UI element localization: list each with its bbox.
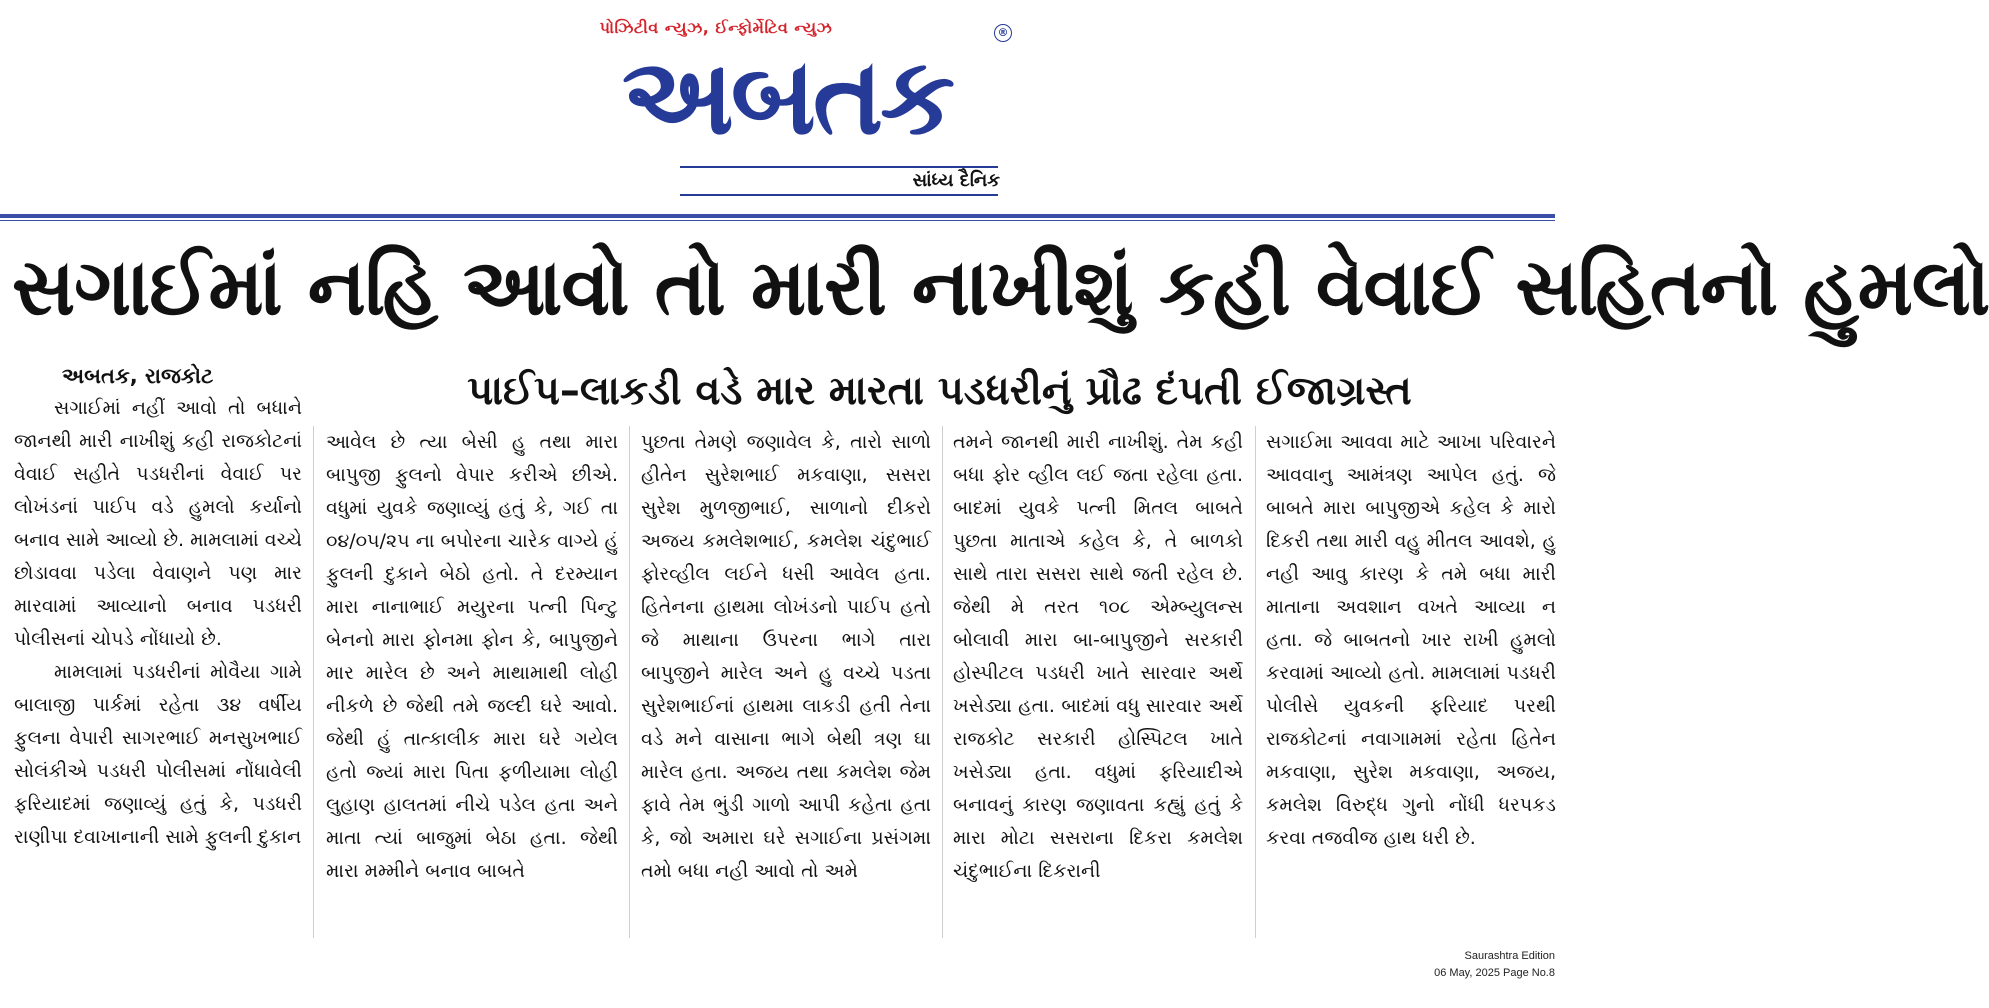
edition-type-label: સાંધ્ય દૈનિક (912, 170, 1000, 191)
page-footer (1295, 948, 1555, 982)
article-headline: સગાઈમાં નહિ આવો તો મારી નાખીશું કહી વેવાઈ સહિતનો હુમલો (12, 243, 1989, 333)
masthead-divider (0, 214, 1555, 218)
article-column-4 (953, 426, 1243, 940)
masthead-divider-thin (0, 220, 1555, 221)
article-subheadline: પાઈપ–લાકડી વડે માર મારતા પડધરીનું પ્રૌઢ દંપતી ઈજાગ્રસ્ત (467, 368, 1412, 414)
column-paragraph: સગાઈમા આવવા માટે આખા પરિવારને આવવાનુ આમંત્રણ આપેલ હતું. જે બાબતે મારા બાપુજીએ કહેલ કે મારો દિકરી તથા મારી વહુ મીતલ આવશે, હુ નહી આવુ કારણ કે તમે બધા મારી માતાના અવશાન વખતે આવ્યા ન હતા. જે બાબતનો ખાર રાખી હુમલો કરવામાં આવ્યો હતો. મામલામાં પડધરી પોલીસે યુવકની ફરિયાદ પરથી રાજકોટનાં નવાગામમાં રહેતા હિતેન મકવાણા, સુરેશ મકવાણા, અજય, કમલેશ વિરુદ્ધ ગુનો નોંધી ધરપકડ કરવા તજવીજ હાથ ધરી છે. (1266, 431, 1556, 849)
column-paragraph: સગાઈમાં નહીં આવો તો બધાને જાનથી મારી નાખીશું કહી રાજકોટનાં વેવાઈ સહીતે પડધરીનાં વેવાઈ પર લોખંડનાં પાઈપ વડે હુમલો કર્યાનો બનાવ સામે આવ્યો છે. મામલામાં વચ્ચે છોડાવવા પડેલા વેવાણને પણ માર મારવામાં આવ્યાનો બનાવ પડધરી પોલીસનાં ચોપડે નોંધાયો છે. (14, 397, 302, 650)
column-paragraph: પુછતા તેમણે જણાવેલ કે, તારો સાળો હીતેન સુરેશભાઈ મકવાણા, સસરા સુરેશ મુળજીભાઈ, સાળાનો દીકરો અજય કમલેશભાઈ, કમલેશ ચંદુભાઈ ફોરવ્હીલ લઈને ધસી આવેલ હતા. હિતેનના હાથમા લોખંડનો પાઈપ હતો જે માથાના ઉપરના ભાગે તારા બાપુજીને મારેલ અને હુ વચ્ચે પડતા સુરેશભાઈનાં હાથમા લાકડી હતી તેના વડે મને વાસાના ભાગે બેથી ત્રણ ઘા મારેલ હતા. અજય તથા કમલેશ જેમ ફાવે તેમ ભુંડી ગાળો આપી કહેતા હતા કે, જો અમારા ઘરે સગાઈના પ્રસંગમા તમો બધા નહી આવો તો અમે (641, 431, 931, 882)
logo-underline-lower (680, 194, 998, 196)
column-divider (942, 426, 943, 938)
article-column-1 (14, 392, 302, 940)
column-divider (629, 426, 630, 938)
article-column-3 (641, 426, 931, 940)
newspaper-logo[interactable]: અબતક (621, 35, 953, 158)
column-paragraph: તમને જાનથી મારી નાખીશું. તેમ કહી બધા ફોર વ્હીલ લઈ જતા રહેલા હતા. બાદમાં યુવકે પત્ની મિતલ બાબતે પુછતા માતાએ કહેલ કે, તે બાળકો સાથે તારા સસરા સાથે જતી રહેલ છે. જેથી મે તરત ૧૦૮ એમ્બ્યુલન્સ બોલાવી મારા બા-બાપુજીને સરકારી હોસ્પીટલ પડધરી ખાતે સારવાર અર્થે ખસેડ્યા હતા. બાદમાં વધુ સારવાર અર્થે રાજકોટ સરકારી હોસ્પિટલ ખાતે ખસેડ્યા હતા. વધુમાં ફરિયાદીએ બનાવનું કારણ જણાવતા કહ્યું હતું કે મારા મોટા સસરાના દિકરા કમલેશ ચંદુભાઈના દિકરાની (953, 431, 1243, 882)
article-column-2 (326, 426, 618, 940)
date-page-number: 06 May, 2025 Page No.8 (1434, 967, 1555, 979)
column-divider (313, 426, 314, 938)
registered-mark: ® (994, 24, 1012, 42)
edition-name: Saurashtra Edition (1464, 950, 1555, 962)
logo-underline (680, 166, 998, 168)
column-divider (1255, 426, 1256, 938)
masthead (0, 0, 1595, 215)
article-column-5 (1266, 426, 1556, 940)
column-paragraph: મામલામાં પડધરીનાં મોવૈયા ગામે બાલાજી પાર્કમાં રહેતા ૩૪ વર્ષીય ફુલના વેપારી સાગરભાઈ મનસુખભાઈ સોલંકીએ પડધરી પોલીસમાં નોંધાવેલી ફરિયાદમાં જણાવ્યું હતું કે, પડધરી રાણીપા દવાખાનાની સામે ફુલની દુકાન (14, 661, 302, 848)
masthead-tagline: પોઝિટીવ ન્યુઝ, ઈન્ફોર્મેટિવ ન્યુઝ (599, 18, 833, 37)
column-paragraph: આવેલ છે ત્યા બેસી હુ તથા મારા બાપુજી ફુલનો વેપાર કરીએ છીએ. વધુમાં યુવકે જણાવ્યું હતું કે, ગઈ તા ૦૪/૦૫/૨૫ ના બપોરના ચારેક વાગ્યે હું ફુલની દુકાને બેઠો હતો. તે દરમ્યાન મારા નાનાભાઈ મયુરના પત્ની પિન્ટુ બેનનો મારા ફોનમા ફોન કે, બાપુજીને માર મારેલ છે અને માથામાથી લોહી નીકળે છે જેથી તમે જલ્દી ઘરે આવો. જેથી હું તાત્કાલીક મારા ઘરે ગયેલ હતો જ્યાં મારા પિતા ફળીયામા લોહી લુહાણ હાલતમાં નીચે પડેલ હતા અને માતા ત્યાં બાજુમાં બેઠા હતા. જેથી મારા મમ્મીને બનાવ બાબતે (326, 431, 618, 882)
article-dateline: અબતક, રાજકોટ (62, 364, 214, 388)
